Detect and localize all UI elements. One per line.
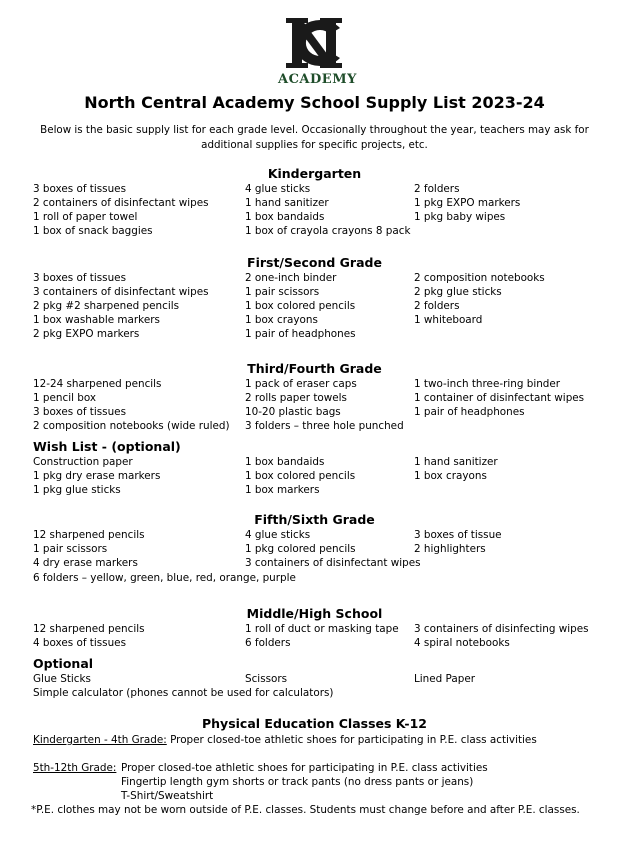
list-item: 1 hand sanitizer	[245, 197, 329, 209]
list-item: 1 box washable markers	[33, 314, 160, 326]
fifth-sixth-heading: Fifth/Sixth Grade	[254, 512, 375, 527]
list-item: 1 pkg colored pencils	[245, 543, 356, 555]
list-item: 1 pkg glue sticks	[33, 484, 121, 496]
list-item: Simple calculator (phones cannot be used for calculators)	[33, 687, 334, 699]
page-title: North Central Academy School Supply List 2023-24	[84, 93, 545, 112]
list-item: 1 box crayons	[245, 314, 318, 326]
list-item: 1 box colored pencils	[245, 300, 356, 312]
pe-heading: Physical Education Classes K-12	[202, 716, 427, 731]
list-item: 3 folders – three hole punched	[245, 420, 404, 432]
list-item: 1 two-inch three-ring binder	[414, 378, 561, 390]
list-item: Glue Sticks	[33, 673, 91, 685]
list-item: 1 pack of eraser caps	[245, 378, 357, 390]
list-item: 4 boxes of tissues	[33, 637, 126, 649]
first-second-heading: First/Second Grade	[247, 255, 382, 270]
list-item: 12-24 sharpened pencils	[33, 378, 162, 390]
pe-k4-label: Kindergarten - 4th Grade:	[33, 734, 167, 746]
kindergarten-heading: Kindergarten	[267, 166, 362, 181]
list-item: 3 containers of disinfecting wipes	[414, 623, 589, 635]
list-item: 2 highlighters	[414, 543, 486, 555]
middle-high-heading: Middle/High School	[246, 606, 383, 621]
list-item: 1 pair scissors	[245, 286, 320, 298]
list-item: 3 containers of disinfectant wipes	[33, 286, 209, 298]
pe-k4-line	[33, 733, 537, 747]
list-item: 3 boxes of tissues	[33, 183, 126, 195]
list-item: 3 boxes of tissues	[33, 272, 126, 284]
list-item: 10-20 plastic bags	[245, 406, 341, 418]
list-item: Lined Paper	[414, 673, 475, 685]
third-fourth-heading: Third/Fourth Grade	[247, 361, 382, 376]
list-item: 1 pair scissors	[33, 543, 108, 555]
list-item: 2 pkg glue sticks	[414, 286, 502, 298]
list-item: 6 folders – yellow, green, blue, red, orange, purple	[33, 572, 296, 584]
list-item: 1 box crayons	[414, 470, 487, 482]
list-item: 1 roll of paper towel	[33, 211, 138, 223]
pe-k4-text: Proper closed-toe athletic shoes for participating in P.E. class activities	[166, 734, 537, 746]
list-item: 1 pkg baby wipes	[414, 211, 506, 223]
list-item: 1 pkg EXPO markers	[414, 197, 521, 209]
list-item: 2 rolls paper towels	[245, 392, 347, 404]
nc-monogram-icon	[278, 14, 350, 72]
list-item: Proper closed-toe athletic shoes for participating in P.E. class activities	[121, 762, 488, 774]
list-item: 3 containers of disinfectant wipes	[245, 557, 421, 569]
list-item: 12 sharpened pencils	[33, 623, 145, 635]
logo-wordmark: ACADEMY	[278, 72, 357, 87]
list-item: 1 whiteboard	[414, 314, 483, 326]
list-item: 4 glue sticks	[245, 183, 311, 195]
list-item: T-Shirt/Sweatshirt	[121, 790, 214, 802]
list-item: 6 folders	[245, 637, 291, 649]
list-item: 1 hand sanitizer	[414, 456, 498, 468]
pe-note: *P.E. clothes may not be worn outside of P.E. classes. Students must change before and after P.E. classes.	[31, 804, 580, 816]
intro-text: Below is the basic supply list for each grade level. Occasionally throughout the year, teachers may ask for additional supplies for specific projects, etc.	[40, 124, 589, 151]
list-item: 2 one-inch binder	[245, 272, 337, 284]
optional-heading: Optional	[33, 656, 94, 671]
list-item: 1 roll of duct or masking tape	[245, 623, 399, 635]
wish-list-heading: Wish List - (optional)	[33, 439, 181, 454]
list-item: 1 pair of headphones	[414, 406, 525, 418]
list-item: 4 dry erase markers	[33, 557, 138, 569]
pe-512-label: 5th-12th Grade:	[33, 762, 117, 774]
list-item: 12 sharpened pencils	[33, 529, 145, 541]
list-item: 2 pkg #2 sharpened pencils	[33, 300, 180, 312]
academy-logo	[278, 14, 357, 92]
list-item: 1 box bandaids	[245, 456, 325, 468]
list-item: Scissors	[245, 673, 288, 685]
list-item: 4 glue sticks	[245, 529, 311, 541]
list-item: 2 folders	[414, 183, 460, 195]
list-item: 4 spiral notebooks	[414, 637, 510, 649]
list-item: 1 container of disinfectant wipes	[414, 392, 585, 404]
list-item: 2 containers of disinfectant wipes	[33, 197, 209, 209]
list-item: 2 folders	[414, 300, 460, 312]
list-item: 2 composition notebooks (wide ruled)	[33, 420, 230, 432]
list-item: 1 box markers	[245, 484, 320, 496]
list-item: Fingertip length gym shorts or track pants (no dress pants or jeans)	[121, 776, 474, 788]
list-item: 2 composition notebooks	[414, 272, 545, 284]
list-item: 1 pair of headphones	[245, 328, 356, 340]
list-item: 1 box of snack baggies	[33, 225, 153, 237]
list-item: 3 boxes of tissues	[33, 406, 126, 418]
list-item: 3 boxes of tissue	[414, 529, 502, 541]
list-item: 1 box colored pencils	[245, 470, 356, 482]
list-item: 1 pencil box	[33, 392, 97, 404]
list-item: 1 box of crayola crayons 8 pack	[245, 225, 411, 237]
list-item: Construction paper	[33, 456, 133, 468]
list-item: 1 pkg dry erase markers	[33, 470, 161, 482]
list-item: 1 box bandaids	[245, 211, 325, 223]
list-item: 2 pkg EXPO markers	[33, 328, 140, 340]
